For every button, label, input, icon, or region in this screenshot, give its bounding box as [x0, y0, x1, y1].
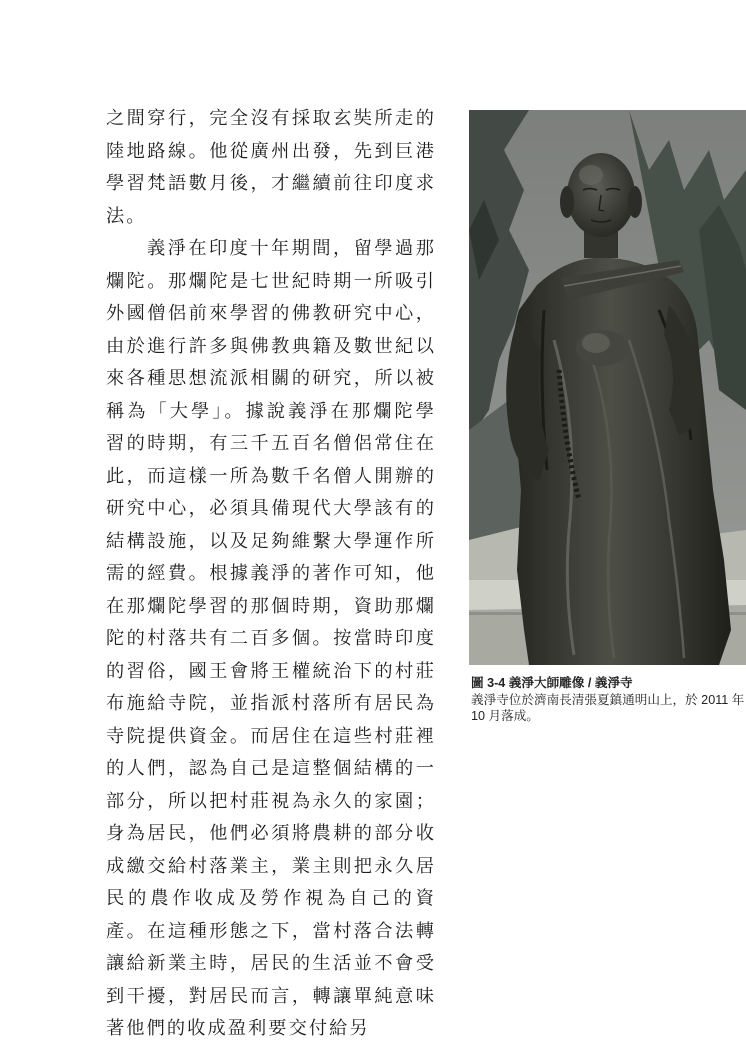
figure-3-4 — [469, 110, 746, 725]
paragraph-1: 之間穿行，完全沒有採取玄奘所走的陸地路線。他從廣州出發，先到巨港學習梵語數月後，才繼續前往印度求法。 — [106, 108, 436, 227]
paragraph-2: 義淨在印度十年期間，留學過那爛陀。那爛陀是七世紀時期一所吸引外國僧侶前來學習的佛教研究中心，由於進行許多與佛教典籍及數世紀以來各種思想流派相關的研究，所以被稱為「大學」。據說義淨在那爛陀學習的時期，有三千五百名僧侶常住在此，而這樣一所為數千名僧人開辦的研究中心，必須具備現代大學該有的結構設施，以及足夠維繫大學運作所需的經費。根據義淨的著作可知，他在那爛陀學習的那個時期，資助那爛陀的村落共有二百多個。按當時印度的習俗，國王會將王權統治下的村莊布施給寺院，並指派村落所有居民為寺院提供資金。而居住在這些村莊裡的人們，認為自己是這整個結構的一部分，所以把村莊視為永久的家園；身為居民，他們必須將農耕的部分收成繳交給村落業主，業主則把永久居民的農作收成及勞作視為自己的資產。在這種形態之下，當村落合法轉讓給新業主時，居民的生活並不會受到干擾，對居民而言，轉讓單純意味著他們的收成盈利要交付給另 — [106, 238, 436, 1039]
statue-illustration — [469, 110, 746, 665]
figure-caption — [469, 675, 746, 725]
caption-title: 圖 3-4 義淨大師雕像 / 義淨寺 — [471, 676, 633, 690]
body-text-column — [106, 103, 436, 1046]
statue-photo — [469, 110, 746, 665]
caption-description: 義淨寺位於濟南長清張夏鎮通明山上，於 2011 年 10 月落成。 — [471, 692, 745, 723]
